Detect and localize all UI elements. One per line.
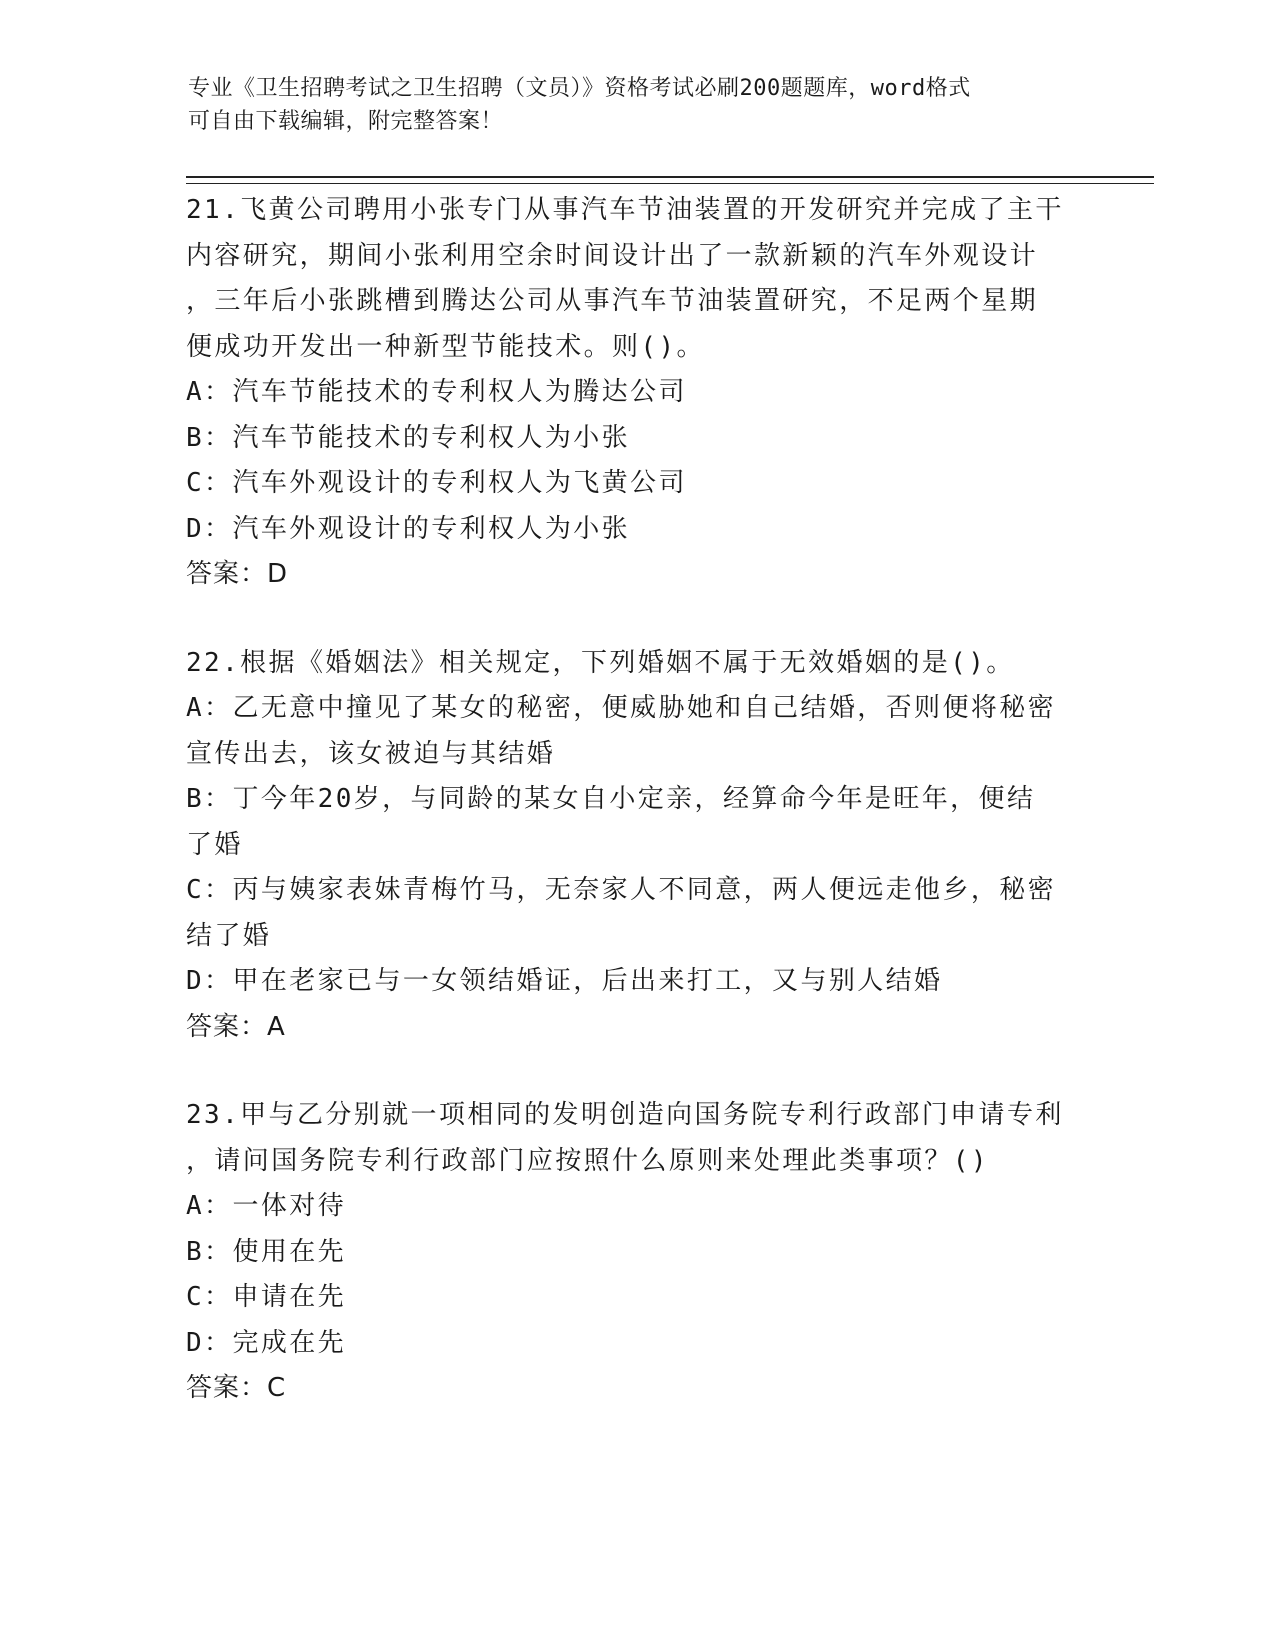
option-c: C：丙与姨家表妹青梅竹马，无奈家人不同意，两人便远走他乡，秘密 xyxy=(186,875,1057,905)
option-b-continued: 了婚 xyxy=(186,829,243,860)
question-23 xyxy=(186,1093,1086,1412)
option-a: A：一体对待 xyxy=(186,1191,347,1221)
question-stem-line: ，请问国务院专利行政部门应按照什么原则来处理此类事项？() xyxy=(186,1145,989,1176)
question-stem-line: ，三年后小张跳槽到腾达公司从事汽车节油装置研究，不足两个星期 xyxy=(186,286,1039,316)
option-b: B：丁今年20岁，与同龄的某女自小定亲，经算命今年是旺年，便结 xyxy=(186,784,1036,814)
answer: 答案：D xyxy=(186,559,289,589)
option-d: D：甲在老家已与一女领结婚证，后出来打工，又与别人结婚 xyxy=(186,966,943,996)
header-divider xyxy=(186,176,1154,184)
question-21 xyxy=(186,188,1086,598)
option-a: A：汽车节能技术的专利权人为腾达公司 xyxy=(186,377,687,407)
page-header xyxy=(188,72,1068,138)
option-a: A：乙无意中撞见了某女的秘密，便威胁她和自己结婚，否则便将秘密 xyxy=(186,693,1057,723)
question-stem-line: 23.甲与乙分别就一项相同的发明创造向国务院专利行政部门申请专利 xyxy=(186,1100,1064,1130)
question-stem-line: 内容研究，期间小张利用空余时间设计出了一款新颖的汽车外观设计 xyxy=(186,240,1039,271)
question-stem-line: 便成功开发出一种新型节能技术。则()。 xyxy=(186,331,705,362)
header-line: 可自由下载编辑，附完整答案！ xyxy=(188,109,504,134)
option-b: B：汽车节能技术的专利权人为小张 xyxy=(186,422,631,453)
question-22 xyxy=(186,641,1086,1051)
question-stem-line: 22.根据《婚姻法》相关规定，下列婚姻不属于无效婚姻的是()。 xyxy=(186,647,1015,678)
question-list xyxy=(186,188,1086,1455)
answer: 答案：A xyxy=(186,1011,286,1042)
option-d: D：完成在先 xyxy=(186,1327,347,1358)
option-c: C：申请在先 xyxy=(186,1282,347,1312)
question-stem-line: 21.飞黄公司聘用小张专门从事汽车节油装置的开发研究并完成了主干 xyxy=(186,195,1064,225)
option-a-continued: 宣传出去，该女被迫与其结婚 xyxy=(186,738,556,769)
answer: 答案：C xyxy=(186,1373,287,1403)
header-line: 专业《卫生招聘考试之卫生招聘（文员）》资格考试必刷200题题库，word格式 xyxy=(188,76,971,101)
option-c-continued: 结了婚 xyxy=(186,920,272,951)
option-c: C：汽车外观设计的专利权人为飞黄公司 xyxy=(186,468,687,498)
option-d: D：汽车外观设计的专利权人为小张 xyxy=(186,513,631,544)
option-b: B：使用在先 xyxy=(186,1236,347,1267)
